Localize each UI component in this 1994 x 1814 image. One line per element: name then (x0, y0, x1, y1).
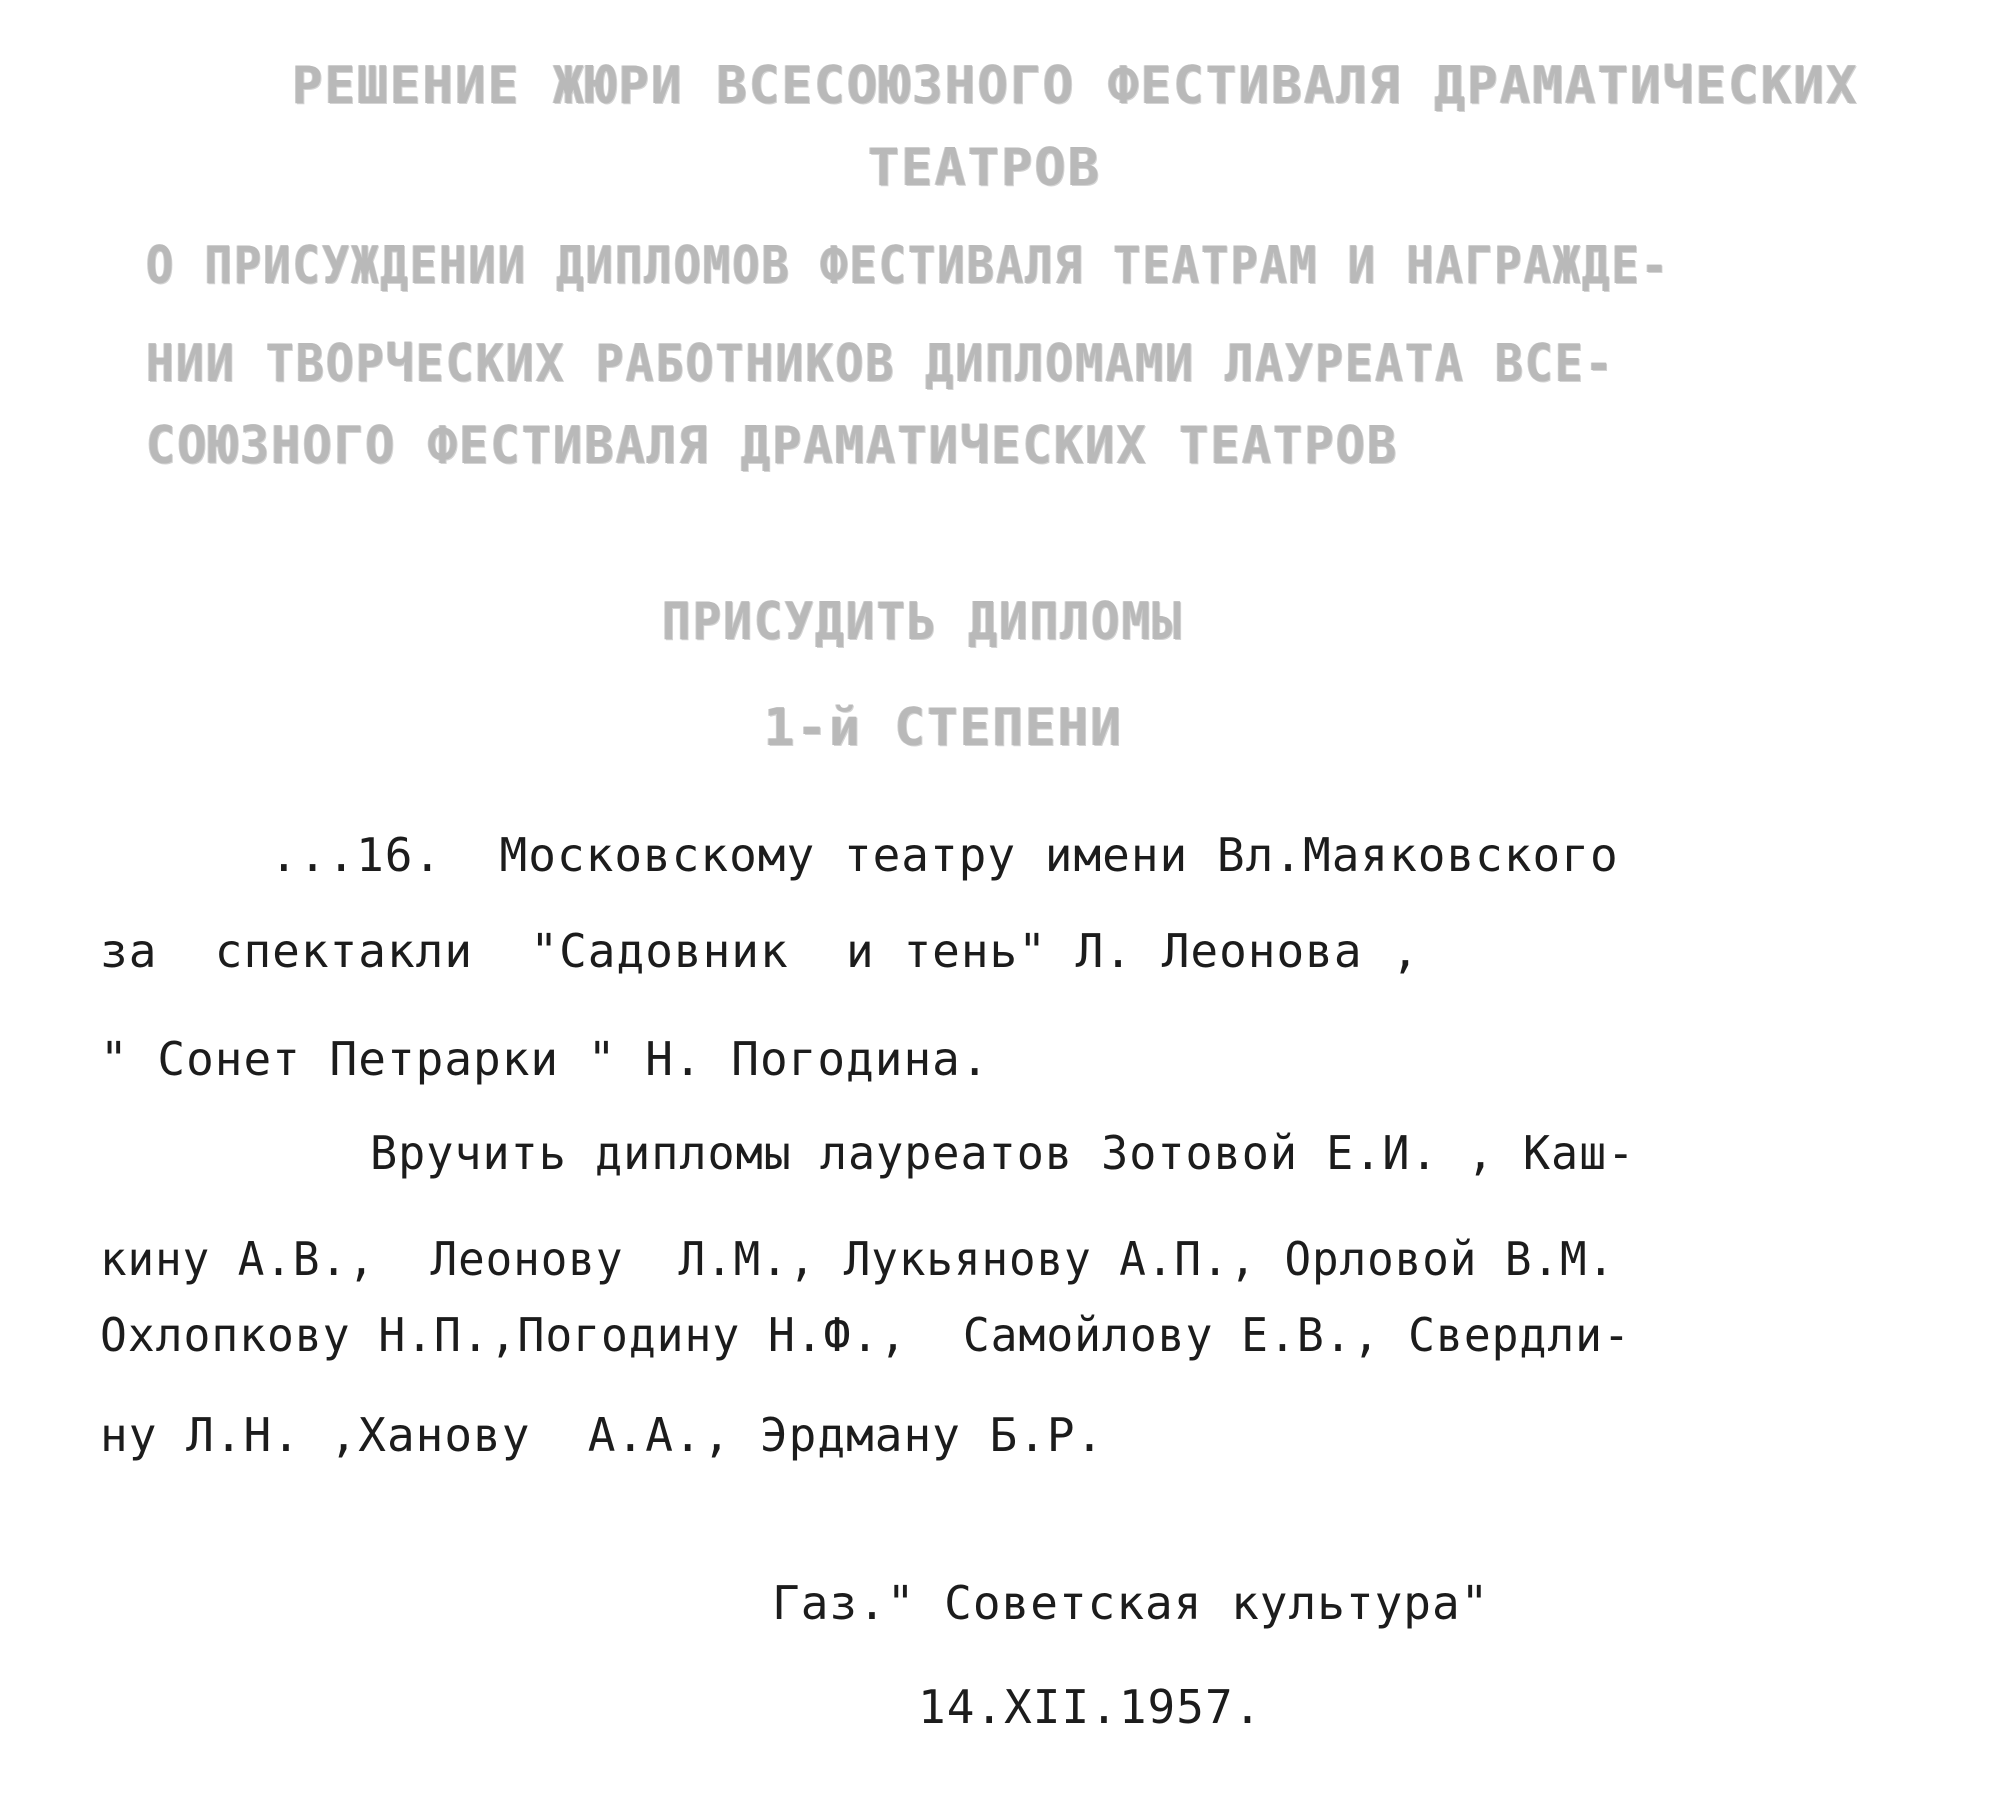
body-line-3: " Сонет Петрарки " Н. Погодина. (100, 1032, 990, 1086)
header-line-3: О ПРИСУЖДЕНИИ ДИПЛОМОВ ФЕСТИВАЛЯ ТЕАТРАМ И НАГРАЖДЕ- (146, 236, 1671, 296)
header-line-1: РЕШЕНИЕ ЖЮРИ ВСЕСОЮЗНОГО ФЕСТИВАЛЯ ДРАМАТИЧЕСКИХ (292, 56, 1859, 116)
header-line-2: ТЕАТРОВ (868, 138, 1102, 198)
body-line-7: ну Л.Н. ,Ханову А.А., Эрдману Б.Р. (100, 1408, 1105, 1462)
header-line-5: СОЮЗНОГО ФЕСТИВАЛЯ ДРАМАТИЧЕСКИХ ТЕАТРОВ (146, 416, 1399, 476)
body-line-5: кину А.В., Леонову Л.М., Лукьянову А.П., Орловой В.М. (100, 1232, 1616, 1286)
section-degree: 1-й СТЕПЕНИ (764, 698, 1124, 758)
body-line-6: Охлопкову Н.П.,Погодину Н.Ф., Самойлову Е.В., Свердли- (100, 1308, 1631, 1362)
header-line-4: НИИ ТВОРЧЕСКИХ РАБОТНИКОВ ДИПЛОМАМИ ЛАУРЕАТА ВСЕ- (146, 334, 1615, 394)
source-newspaper: Газ." Советская культура" (772, 1576, 1490, 1630)
source-date: 14.XII.1957. (918, 1680, 1263, 1734)
body-line-1: ...16. Московскому театру имени Вл.Маяковского (270, 828, 1619, 882)
body-line-2: за спектакли "Садовник и тень" Л. Леонова , (100, 924, 1420, 978)
section-title: ПРИСУДИТЬ ДИПЛОМЫ (662, 592, 1183, 652)
body-line-4: Вручить дипломы лауреатов Зотовой Е.И. , Каш- (370, 1126, 1636, 1180)
